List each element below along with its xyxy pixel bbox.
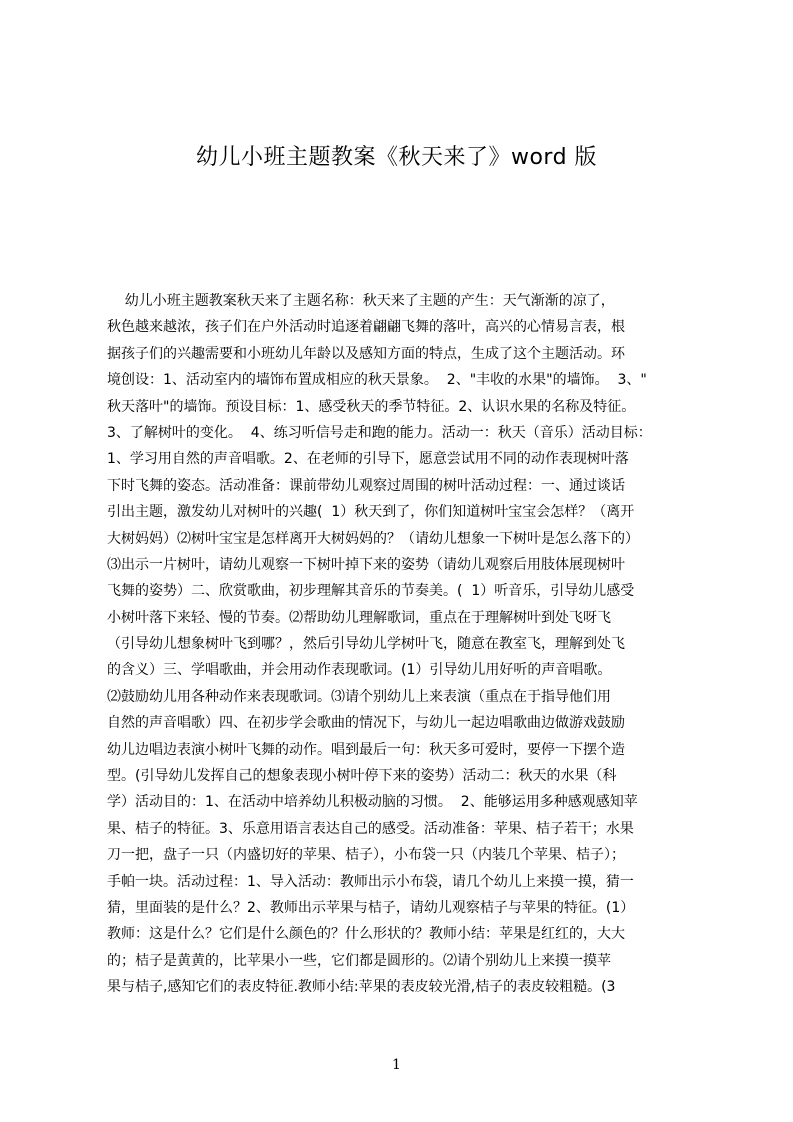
body-line: 型。(引导幼儿发挥自己的想象表现小树叶停下来的姿势）活动二：秋天的水果（科 [107,768,617,785]
body-line: 学）活动目的：1、在活动中培养幼儿积极动脑的习惯。 2、能够运用多种感观感知苹 [107,794,638,811]
body-line: 秋色越来越浓，孩子们在户外活动时追逐着翩翩飞舞的落叶，高兴的心情易言表，根 [107,319,625,336]
body-line: 幼儿边唱边表演小树叶飞舞的动作。唱到最后一句：秋天多可爱时，要停一下摆个造 [107,741,625,758]
body-line: 果与桔子,感知它们的表皮特征.教师小结:苹果的表皮较光滑,桔子的表皮较粗糙。(3 [107,979,616,996]
body-line: 飞舞的姿势）二、欣赏歌曲，初步理解其音乐的节奏美。( 1）听音乐，引导幼儿感受 [107,583,635,600]
body-line: 大树妈妈）⑵树叶宝宝是怎样离开大树妈妈的？（请幼儿想象一下树叶是怎么落下的） [107,530,639,547]
document-body [107,288,698,1001]
body-line: 的；桔子是黄黄的，比苹果小一些，它们都是圆形的。⑵请个别幼儿上来摸一摸苹 [107,952,611,969]
body-line: 自然的声音唱歌）四、在初步学会歌曲的情况下，与幼儿一起边唱歌曲边做游戏鼓励 [107,715,625,732]
document-title: 幼儿小班主题教案《秋天来了》word 版 [195,145,598,170]
body-line: ⑵鼓励幼儿用各种动作来表现歌词。⑶请个别幼儿上来表演（重点在于指导他们用 [107,688,611,705]
body-line: ⑶出示一片树叶，请幼儿观察一下树叶掉下来的姿势（请幼儿观察后用肢体展现树叶 [107,556,625,573]
body-line: 1、学习用自然的声音唱歌。2、在老师的引导下，愿意尝试用不同的动作表现树叶落 [107,451,629,468]
page-number: 1 [392,1057,401,1073]
body-line: 小树叶落下来轻、慢的节奏。⑵帮助幼儿理解歌词，重点在于理解树叶到处飞呀飞 [107,609,611,626]
body-line: 的含义）三、学唱歌曲，并会用动作表现歌词。(1）引导幼儿用好听的声音唱歌。 [107,662,612,679]
body-line: 秋天落叶"的墙饰。预设目标：1、感受秋天的季节特征。2、认识水果的名称及特征。 [107,398,636,415]
body-line: 境创设：1、活动室内的墙饰布置成相应的秋天景象。 2、"丰收的水果"的墙饰。 3、" [107,372,647,389]
body-line: 下时飞舞的姿态。活动准备：课前带幼儿观察过周围的树叶活动过程：一、通过谈话 [107,477,625,494]
body-line: 猜，里面装的是什么？2、教师出示苹果与桔子，请幼儿观察桔子与苹果的特征。(1） [107,899,635,916]
body-line: 教师：这是什么？它们是什么颜色的？什么形状的？教师小结：苹果是红红的，大大 [107,926,625,943]
body-line: 幼儿小班主题教案秋天来了主题名称：秋天来了主题的产生：天气渐渐的凉了， [107,293,615,309]
body-line: 果、桔子的特征。3、乐意用语言表达自己的感受。活动准备：苹果、桔子若干；水果 [107,820,634,837]
body-line: （引导幼儿想象树叶飞到哪？，然后引导幼儿学树叶飞，随意在教室飞，理解到处飞 [107,636,625,653]
body-line: 3、了解树叶的变化。 4、练习听信号走和跑的能力。活动一：秋天（音乐）活动目标： [107,424,652,441]
body-line: 刀一把，盘子一只（内盛切好的苹果、桔子），小布袋一只（内装几个苹果、桔子）； [107,847,625,864]
body-line: 引出主题，激发幼儿对树叶的兴趣( 1）秋天到了，你们知道树叶宝宝会怎样？（离开 [107,504,635,521]
body-line: 据孩子们的兴趣需要和小班幼儿年龄以及感知方面的特点，生成了这个主题活动。环 [107,345,625,362]
body-line: 手帕一块。活动过程：1、导入活动：教师出示小布袋，请几个幼儿上来摸一摸，猜一 [107,873,634,890]
